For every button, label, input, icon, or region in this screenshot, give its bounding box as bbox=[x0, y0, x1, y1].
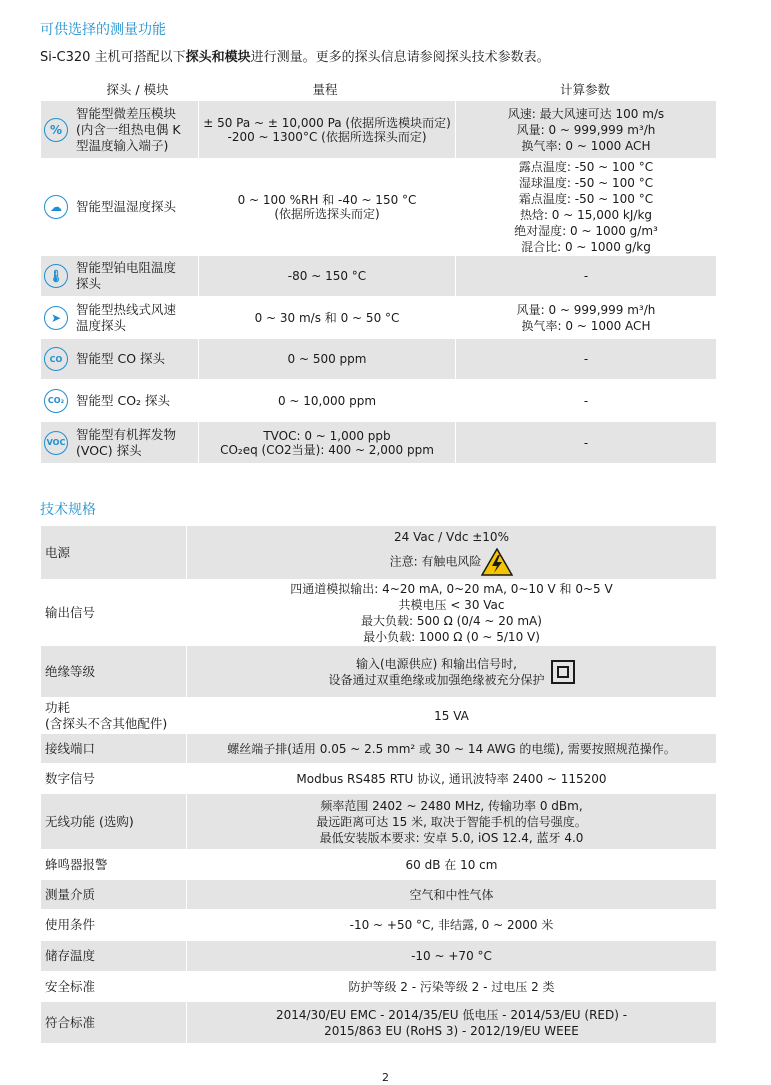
spec-row bbox=[41, 764, 717, 794]
spec-value-line: 最大负载: 500 Ω (0/4 ~ 20 mA) bbox=[361, 613, 542, 628]
probe-calc bbox=[456, 422, 717, 464]
double-insulation-icon bbox=[551, 660, 575, 684]
probe-range-line: 0 ~ 100 %RH 和 -40 ~ 150 °C bbox=[237, 193, 417, 207]
spec-row bbox=[41, 794, 717, 850]
probe-range bbox=[199, 101, 456, 159]
spec-key bbox=[41, 526, 187, 580]
spec-key bbox=[41, 1002, 187, 1044]
probe-calc-line: 混合比: 0 ~ 1000 g/kg bbox=[521, 240, 651, 254]
probe-calc-line: 风量: 0 ~ 999,999 m³/h bbox=[516, 302, 656, 317]
spec-key bbox=[41, 646, 187, 698]
spec-value bbox=[187, 698, 717, 734]
probe-row bbox=[41, 422, 717, 464]
intro-prefix: Si-C320 主机可搭配以下 bbox=[40, 50, 186, 65]
spec-value-line: 2015/863 EU (RoHS 3) - 2012/19/EU WEEE bbox=[324, 1023, 579, 1038]
spec-key-line: 储存温度 bbox=[45, 948, 96, 963]
probe-calc-line: 霜点温度: -50 ~ 100 °C bbox=[518, 192, 654, 206]
spec-key-line: 电源 bbox=[45, 544, 71, 560]
header-calc: 计算参数 bbox=[559, 82, 610, 97]
probe-range-line: (依据所选探头而定) bbox=[274, 207, 380, 221]
spec-value-line: 15 VA bbox=[434, 708, 469, 723]
intro-bold: 探头和模块 bbox=[185, 50, 251, 65]
spec-value-line: 最远距离可达 15 米, 取决于智能手机的信号强度。 bbox=[316, 814, 587, 829]
spec-key-line: 符合标准 bbox=[45, 1014, 96, 1030]
probe-calc bbox=[456, 101, 717, 159]
spec-value bbox=[187, 764, 717, 794]
spec-key-line: 输出信号 bbox=[45, 604, 96, 620]
spec-key bbox=[41, 880, 187, 910]
probe-name-line: 智能型微差压模块 bbox=[76, 105, 177, 121]
electric-warning-icon bbox=[481, 548, 513, 576]
spec-row bbox=[41, 972, 717, 1002]
spec-value bbox=[187, 646, 717, 698]
probe-calc-line: - bbox=[583, 393, 589, 408]
thermometer-icon: 🌡 bbox=[44, 264, 68, 288]
spec-key bbox=[41, 580, 187, 646]
probe-calc-line: 换气率: 0 ~ 1000 ACH bbox=[521, 318, 651, 333]
spec-key-line: 无线功能 (选购) bbox=[45, 813, 134, 829]
voc-icon: VOC bbox=[44, 431, 68, 455]
probe-name bbox=[76, 427, 176, 459]
probe-name-line: 智能型有机挥发物 bbox=[76, 426, 177, 442]
probe-row bbox=[41, 101, 717, 159]
spec-key bbox=[41, 941, 187, 972]
probe-name-line: 智能型热线式风速 bbox=[76, 301, 177, 317]
probe-range-line: CO₂eq (CO2当量): 400 ~ 2,000 ppm bbox=[220, 442, 434, 457]
spec-value-line: 输入(电源供应) 和输出信号时, bbox=[355, 656, 517, 671]
probe-row bbox=[41, 339, 717, 380]
spec-value-line: -10 ~ +50 °C, 非结露, 0 ~ 2000 米 bbox=[349, 918, 554, 932]
probe-calc bbox=[456, 159, 717, 256]
probe-name bbox=[76, 302, 176, 334]
spec-value bbox=[187, 972, 717, 1002]
section-title-measurement: 可供选择的测量功能 bbox=[40, 22, 166, 38]
probe-table bbox=[40, 100, 717, 464]
spec-value-line: 频率范围 2402 ~ 2480 MHz, 传输功率 0 dBm, bbox=[320, 798, 583, 813]
spec-value-line: 共模电压 < 30 Vac bbox=[398, 597, 505, 612]
probe-range bbox=[199, 159, 456, 256]
spec-key bbox=[41, 734, 187, 764]
spec-key-line: (含探头不含其他配件) bbox=[45, 715, 168, 731]
probe-name bbox=[76, 351, 165, 367]
spec-value-line: 最低安装版本要求: 安卓 5.0, iOS 12.4, 蓝牙 4.0 bbox=[319, 830, 584, 845]
probe-calc-line: 热焓: 0 ~ 15,000 kJ/kg bbox=[519, 208, 653, 222]
spec-table bbox=[40, 525, 717, 1044]
page-number: 2 bbox=[382, 1071, 389, 1084]
probe-name-line: 型温度输入端子) bbox=[76, 137, 169, 153]
intro-text bbox=[40, 46, 550, 65]
probe-range-line: ± 50 Pa ~ ± 10,000 Pa (依据所选模块而定) bbox=[203, 115, 451, 130]
spec-key bbox=[41, 972, 187, 1002]
spec-value-line: 空气和中性气体 bbox=[409, 887, 494, 902]
intro-suffix: 进行测量。更多的探头信息请参阅探头技术参数表。 bbox=[250, 50, 550, 65]
spec-value-line: 设备通过双重绝缘或加强绝缘被充分保护 bbox=[328, 672, 545, 687]
spec-value-line: -10 ~ +70 °C bbox=[411, 949, 492, 963]
probe-name-line: 探头 bbox=[76, 276, 102, 291]
spec-value bbox=[187, 794, 717, 850]
spec-row bbox=[41, 850, 717, 880]
spec-value bbox=[187, 1002, 717, 1044]
co2-icon: CO₂ bbox=[44, 389, 68, 413]
probe-range-line: -200 ~ 1300°C (依据所选探头而定) bbox=[227, 129, 427, 144]
spec-value-line: Modbus RS485 RTU 协议, 通讯波特率 2400 ~ 115200 bbox=[296, 771, 607, 786]
spec-key bbox=[41, 910, 187, 941]
probe-name bbox=[76, 199, 176, 215]
co-icon: CO bbox=[44, 347, 68, 371]
probe-range bbox=[199, 297, 456, 339]
probe-calc-line: 露点温度: -50 ~ 100 °C bbox=[518, 160, 654, 174]
spec-value bbox=[187, 580, 717, 646]
spec-row bbox=[41, 698, 717, 734]
probe-name bbox=[76, 393, 170, 409]
spec-value-line: 四通道模拟输出: 4~20 mA, 0~20 mA, 0~10 V 和 0~5 V bbox=[290, 581, 613, 596]
spec-value bbox=[187, 910, 717, 941]
spec-value bbox=[187, 526, 717, 580]
spec-key-line: 使用条件 bbox=[45, 917, 96, 932]
spec-key bbox=[41, 764, 187, 794]
spec-key-line: 测量介质 bbox=[45, 886, 96, 902]
humidity-icon: ☁ bbox=[44, 195, 68, 219]
probe-name-line: 智能型温湿度探头 bbox=[76, 199, 177, 214]
spec-row bbox=[41, 580, 717, 646]
probe-range-line: 0 ~ 30 m/s 和 0 ~ 50 °C bbox=[254, 310, 400, 325]
probe-calc-line: 风速: 最大风速可达 100 m/s bbox=[507, 106, 665, 121]
probe-range-line: TVOC: 0 ~ 1,000 ppb bbox=[263, 428, 391, 443]
probe-calc-line: 湿球温度: -50 ~ 100 °C bbox=[518, 176, 654, 190]
probe-calc-line: 绝对湿度: 0 ~ 1000 g/m³ bbox=[514, 224, 658, 238]
spec-key-line: 绝缘等级 bbox=[45, 663, 96, 679]
spec-key bbox=[41, 698, 187, 734]
probe-name-line: 智能型 CO₂ 探头 bbox=[76, 392, 171, 408]
probe-row bbox=[41, 380, 717, 422]
spec-value bbox=[187, 850, 717, 880]
section-title-specs: 技术规格 bbox=[40, 502, 96, 518]
header-range: 量程 bbox=[312, 82, 338, 97]
spec-value bbox=[187, 941, 717, 972]
spec-key-line: 数字信号 bbox=[45, 770, 96, 786]
probe-range-line: 0 ~ 10,000 ppm bbox=[277, 393, 377, 408]
spec-value bbox=[187, 880, 717, 910]
probe-range bbox=[199, 422, 456, 464]
spec-value-line: 防护等级 2 - 污染等级 2 - 过电压 2 类 bbox=[348, 979, 555, 994]
probe-range bbox=[199, 256, 456, 297]
probe-name-line: 智能型 CO 探头 bbox=[76, 351, 166, 366]
probe-name-line: (内含一组热电偶 K bbox=[76, 121, 181, 137]
spec-key-line: 功耗 bbox=[45, 699, 71, 715]
probe-row bbox=[41, 297, 717, 339]
spec-value-line: 60 dB 在 10 cm bbox=[405, 857, 498, 872]
probe-name-line: 智能型铂电阻温度 bbox=[76, 260, 177, 275]
spec-row bbox=[41, 941, 717, 972]
pressure-icon: % bbox=[44, 118, 68, 142]
spec-row bbox=[41, 910, 717, 941]
probe-name-line: 温度探头 bbox=[76, 317, 127, 333]
spec-value bbox=[187, 734, 717, 764]
probe-range-line: 0 ~ 500 ppm bbox=[287, 352, 367, 366]
spec-key bbox=[41, 794, 187, 850]
probe-calc-line: - bbox=[583, 269, 589, 283]
spec-value-line: 注意: 有触电风险 bbox=[389, 554, 482, 569]
probe-calc-line: - bbox=[583, 352, 589, 366]
probe-calc bbox=[456, 297, 717, 339]
probe-table-header bbox=[40, 78, 717, 100]
spec-row bbox=[41, 1002, 717, 1044]
probe-calc bbox=[456, 256, 717, 297]
spec-key bbox=[41, 850, 187, 880]
anemometer-icon: ➤ bbox=[44, 306, 68, 330]
spec-value-line: 24 Vac / Vdc ±10% bbox=[394, 530, 509, 544]
probe-calc-line: - bbox=[583, 435, 589, 450]
spec-row bbox=[41, 880, 717, 910]
spec-row bbox=[41, 734, 717, 764]
header-probe: 探头 / 模块 bbox=[106, 82, 169, 97]
probe-range bbox=[199, 339, 456, 380]
probe-row bbox=[41, 159, 717, 256]
probe-range-line: -80 ~ 150 °C bbox=[287, 269, 367, 283]
spec-key-line: 蜂鸣器报警 bbox=[45, 856, 108, 872]
spec-value-line: 螺丝端子排(适用 0.05 ~ 2.5 mm² 或 30 ~ 14 AWG 的电缆), 需要按照规范操作。 bbox=[227, 741, 676, 756]
spec-key-line: 安全标准 bbox=[45, 978, 96, 994]
probe-calc-line: 风量: 0 ~ 999,999 m³/h bbox=[516, 122, 656, 137]
probe-range bbox=[199, 380, 456, 422]
probe-calc bbox=[456, 380, 717, 422]
spec-key-line: 接线端口 bbox=[45, 740, 96, 756]
probe-calc-line: 换气率: 0 ~ 1000 ACH bbox=[521, 138, 651, 153]
spec-value-line: 2014/30/EU EMC - 2014/35/EU 低电压 - 2014/53/EU (RED) - bbox=[275, 1007, 628, 1022]
probe-row bbox=[41, 256, 717, 297]
spec-row bbox=[41, 646, 717, 698]
probe-name bbox=[76, 260, 176, 292]
probe-name-line: (VOC) 探头 bbox=[76, 442, 142, 458]
probe-name bbox=[76, 106, 181, 154]
probe-calc bbox=[456, 339, 717, 380]
spec-value-line: 最小负载: 1000 Ω (0 ~ 5/10 V) bbox=[363, 629, 540, 644]
spec-row bbox=[41, 526, 717, 580]
